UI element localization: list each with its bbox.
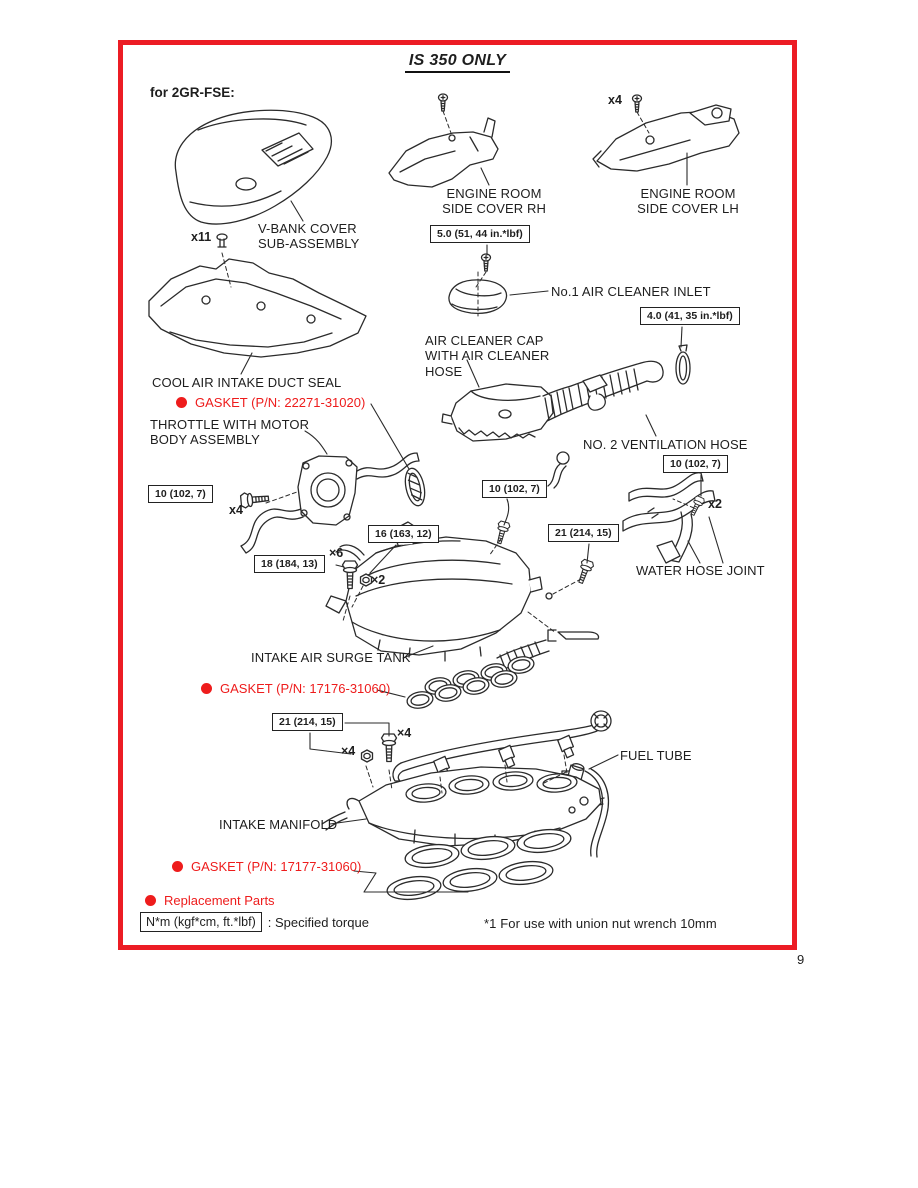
torque-legend-row [140,912,369,932]
clip-icon [217,234,227,247]
label-engine-room-side-cover-lh: ENGINE ROOM SIDE COVER LH [637,186,739,217]
engine-room-side-cover-lh-drawing [593,105,739,171]
torque-box-10-center: 10 (102, 7) [482,480,547,498]
gasket-17177-31060-row [172,859,361,874]
page-title-row [118,52,797,73]
union-nut-wrench-footnote: *1 For use with union nut wrench 10mm [484,916,717,931]
bolt-icon [493,520,510,544]
air-cleaner-cap-and-hose-drawing [442,361,663,488]
gasket-17176-31060-label: GASKET (P/N: 17176-31060) [220,681,391,696]
label-no1-air-cleaner-inlet: No.1 AIR CLEANER INLET [551,284,711,299]
nut-icon [362,750,373,762]
bolt-icon [240,491,269,508]
hose-clamp-drawing [676,345,690,384]
screw-icon [439,94,448,111]
screw-icon [633,95,642,112]
torque-box-21-lower: 21 (214, 15) [272,713,343,731]
replacement-part-bullet-icon [201,683,212,694]
surge-tank-gasket-rings-drawing [406,655,535,710]
torque-box-10-left: 10 (102, 7) [148,485,213,503]
torque-symbol-box: N*m (kgf*cm, ft.*lbf) [140,912,262,932]
torque-box-21-upper: 21 (214, 15) [548,524,619,542]
nut-icon [361,574,372,586]
qty-x4-manifold-nut: ×4 [341,744,356,758]
throttle-gasket-o-ring-drawing [402,467,428,508]
qty-x2-surge: ×2 [371,573,386,587]
bolt-icon [382,734,397,762]
replacement-part-bullet-icon [176,397,187,408]
label-fuel-tube: FUEL TUBE [620,748,692,763]
qty-x6-surge: ×6 [329,546,344,560]
qty-x2-vent: x2 [708,497,722,511]
replacement-parts-label: Replacement Parts [164,893,275,908]
replacement-parts-legend-row [145,893,275,908]
intake-air-surge-tank-drawing [326,522,599,670]
engine-room-side-cover-rh-drawing [389,118,498,187]
gasket-22271-31020-label: GASKET (P/N: 22271-31020) [195,395,366,410]
label-no2-ventilation-hose: NO. 2 VENTILATION HOSE [583,437,748,452]
gasket-22271-31020-row [176,395,365,410]
torque-legend-description: : Specified torque [267,914,369,930]
label-air-cleaner-cap-with-hose: AIR CLEANER CAP WITH AIR CLEANER HOSE [425,333,550,379]
qty-x11: x11 [191,230,212,244]
gasket-17177-31060-label: GASKET (P/N: 17177-31060) [191,859,362,874]
qty-x4-lh-cover: x4 [608,93,622,107]
gasket-17176-31060-row [201,681,390,696]
torque-box-16: 16 (163, 12) [368,525,439,543]
torque-box-18: 18 (184, 13) [254,555,325,573]
cool-air-intake-duct-drawing [149,259,366,357]
screw-icon [482,254,491,271]
qty-x4-manifold-bolt: ×4 [397,726,412,740]
v-bank-cover-drawing [175,110,331,224]
page-number: 9 [797,952,805,967]
label-water-hose-joint: WATER HOSE JOINT [636,563,765,578]
engine-variant-label: for 2GR-FSE: [150,85,235,100]
replacement-part-bullet-icon [172,861,183,872]
qty-x4-throttle: x4 [229,503,243,517]
page-title: IS 350 ONLY [405,52,510,73]
label-intake-air-surge-tank: INTAKE AIR SURGE TANK [251,650,411,665]
label-cool-air-intake-duct-seal: COOL AIR INTAKE DUCT SEAL [152,375,342,390]
torque-box-10-right: 10 (102, 7) [663,455,728,473]
torque-box-4-0: 4.0 (41, 35 in.*lbf) [640,307,740,325]
replacement-part-bullet-icon [145,895,156,906]
label-engine-room-side-cover-rh: ENGINE ROOM SIDE COVER RH [442,186,546,217]
torque-box-5-0: 5.0 (51, 44 in.*lbf) [430,225,530,243]
label-throttle-with-motor-body-assembly: THROTTLE WITH MOTOR BODY ASSEMBLY [150,417,310,448]
label-intake-manifold: INTAKE MANIFOLD [219,817,338,832]
label-v-bank-cover-sub-assembly: V-BANK COVER SUB-ASSEMBLY [258,221,360,252]
